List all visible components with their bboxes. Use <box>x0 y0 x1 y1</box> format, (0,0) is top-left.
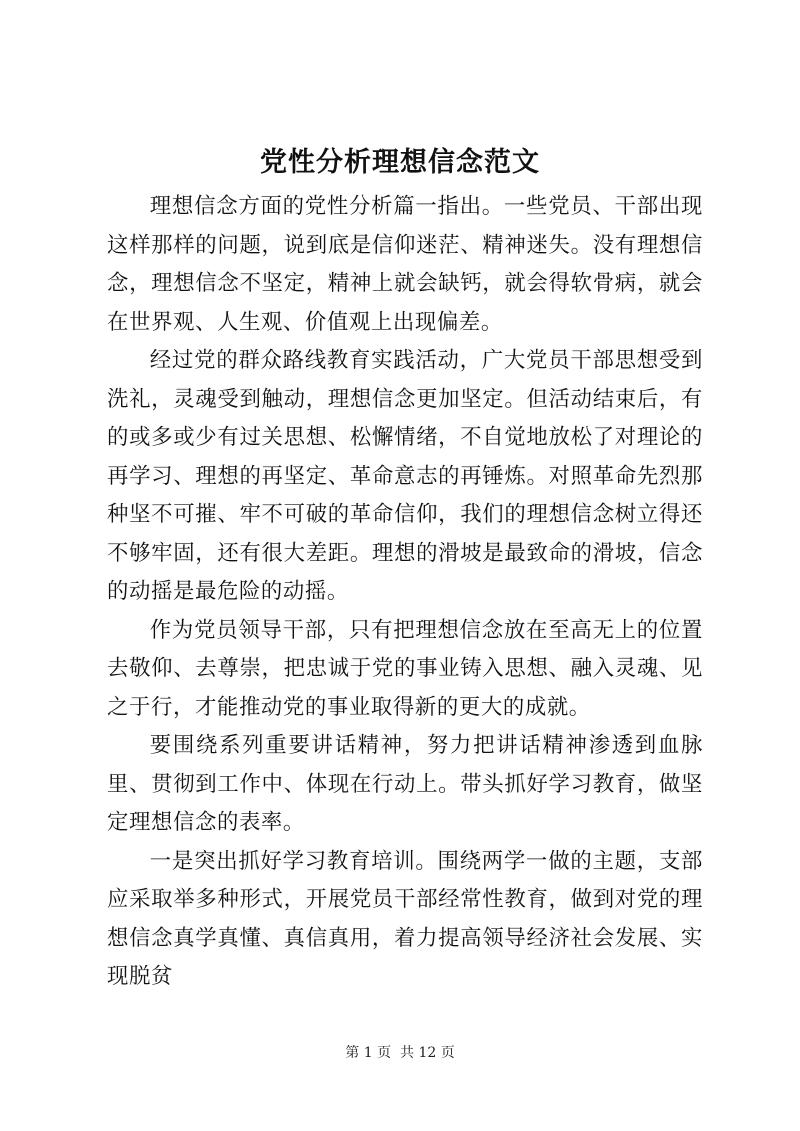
paragraph-1: 理想信念方面的党性分析篇一指出。一些党员、干部出现这样那样的问题，说到底是信仰迷茫、精神迷失。没有理想信念，理想信念不坚定，精神上就会缺钙，就会得软骨病，就会在世界观、人生观、价值观上出现偏差。 <box>107 194 703 335</box>
page-number-label: 第 1 页 共 12 页 <box>345 1045 455 1061</box>
paragraph-4: 要围绕系列重要讲话精神，努力把讲话精神渗透到血脉里、贯彻到工作中、体现在行动上。带头抓好学习教育，做坚定理想信念的表率。 <box>107 733 703 835</box>
paragraph-5: 一是突出抓好学习教育培训。围绕两学一做的主题，支部应采取举多种形式，开展党员干部经常性教育，做到对党的理想信念真学真懂、真信真用，着力提高领导经济社会发展、实现脱贫 <box>107 848 703 989</box>
document-title: 党性分析理想信念范文 <box>260 147 540 178</box>
paragraph-2: 经过党的群众路线教育实践活动，广大党员干部思想受到洗礼，灵魂受到触动，理想信念更加坚定。但活动结束后，有的或多或少有过关思想、松懈情绪，不自觉地放松了对理论的再学习、理想的再坚定、革命意志的再锤炼。对照革命先烈那种坚不可摧、牢不可破的革命信仰，我们的理想信念树立得还不够牢固，还有很大差距。理想的滑坡是最致命的滑坡，信念的动摇是最危险的动摇。 <box>107 348 703 604</box>
document-body <box>107 188 703 997</box>
page-footer <box>0 1043 800 1063</box>
paragraph-3: 作为党员领导干部，只有把理想信念放在至高无上的位置去敬仰、去尊崇，把忠诚于党的事业铸入思想、融入灵魂、见之于行，才能推动党的事业取得新的更大的成就。 <box>107 617 703 720</box>
